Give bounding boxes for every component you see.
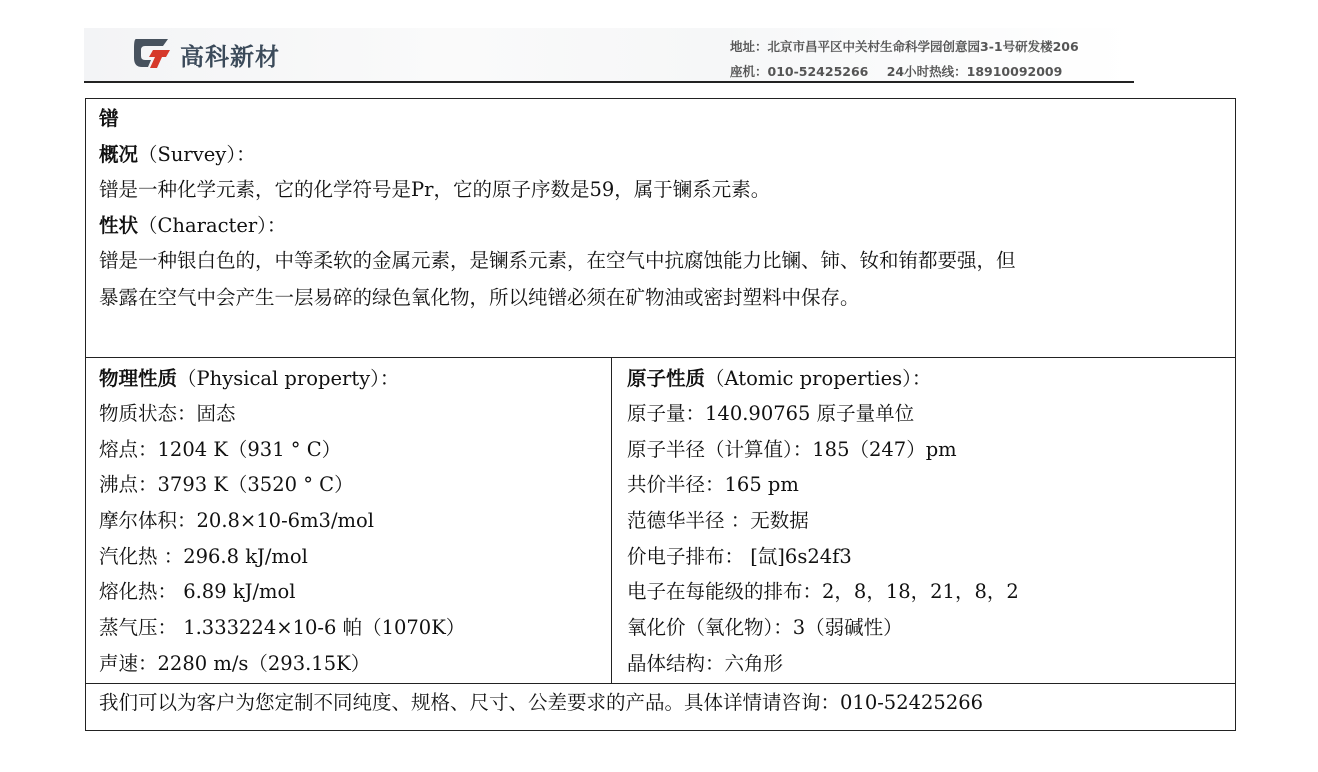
atomic-row: 原子量：140.90765 原子量单位 xyxy=(627,402,915,425)
physical-row: 熔化热： 6.89 kJ/mol xyxy=(99,580,296,603)
survey-heading-en: （Survey）： xyxy=(138,143,256,166)
character-heading xyxy=(99,214,286,238)
atomic-row: 共价半径：165 pm xyxy=(627,473,799,496)
atomic-heading-cn: 原子性质 xyxy=(627,367,706,390)
character-heading-en: （Character）： xyxy=(138,214,287,237)
survey-text: 镨是一种化学元素，它的化学符号是Pr，它的原子序数是59，属于镧系元素。 xyxy=(99,178,771,201)
footer-divider xyxy=(86,683,1235,684)
character-heading-cn: 性状 xyxy=(99,214,139,237)
atomic-heading-en: （Atomic properties）： xyxy=(705,367,932,390)
header-divider xyxy=(84,81,1134,83)
company-address: 地址：北京市昌平区中关村生命科学园创意园3-1号研发楼206 xyxy=(730,39,1079,54)
physical-heading xyxy=(99,367,399,391)
character-text-line2: 暴露在空气中会产生一层易碎的绿色氧化物，所以纯镨必须在矿物油或密封塑料中保存。 xyxy=(99,286,860,309)
footer-text: 我们可以为客户为您定制不同纯度、规格、尺寸、公差要求的产品。具体详情请咨询：010-52425266 xyxy=(99,691,984,714)
section-divider xyxy=(86,357,1235,358)
physical-row: 汽化热 ：296.8 kJ/mol xyxy=(99,545,308,568)
atomic-row: 氧化价（氧化物）：3（弱碱性） xyxy=(627,616,903,639)
survey-heading-cn: 概况 xyxy=(99,143,139,166)
physical-row: 物质状态：固态 xyxy=(99,402,236,425)
physical-row: 熔点：1204 K（931 ° C） xyxy=(99,438,342,461)
atomic-row: 范德华半径 ：无数据 xyxy=(627,509,809,532)
hotline: 24小时热线：18910092009 xyxy=(886,64,1063,79)
atomic-row: 价电子排布： [氙]6s24f3 xyxy=(627,545,852,568)
physical-heading-cn: 物理性质 xyxy=(99,367,178,390)
physical-row: 蒸气压： 1.333224×10-6 帕（1070K） xyxy=(99,616,466,639)
company-logo-icon xyxy=(132,37,172,69)
physical-heading-en: （Physical property）： xyxy=(177,367,400,390)
atomic-heading xyxy=(627,367,931,391)
survey-heading xyxy=(99,143,256,167)
column-divider xyxy=(611,357,612,683)
atomic-row: 原子半径（计算值）：185（247）pm xyxy=(627,438,957,461)
element-datasheet xyxy=(85,98,1236,731)
landline: 座机：010-52425266 xyxy=(730,64,869,79)
atomic-row: 晶体结构：六角形 xyxy=(627,652,784,675)
physical-row: 摩尔体积：20.8×10-6m3/mol xyxy=(99,509,374,532)
element-title: 镨 xyxy=(99,107,119,130)
brand-name: 高科新材 xyxy=(180,43,280,71)
physical-row: 沸点：3793 K（3520 ° C） xyxy=(99,473,354,496)
atomic-row: 电子在每能级的排布：2，8，18，21，8，2 xyxy=(627,580,1019,603)
character-text-line1: 镨是一种银白色的，中等柔软的金属元素，是镧系元素，在空气中抗腐蚀能力比镧、铈、钕和铕都要强，但 xyxy=(99,249,1016,272)
physical-row: 声速：2280 m/s（293.15K） xyxy=(99,652,371,675)
company-contact xyxy=(730,62,1076,80)
